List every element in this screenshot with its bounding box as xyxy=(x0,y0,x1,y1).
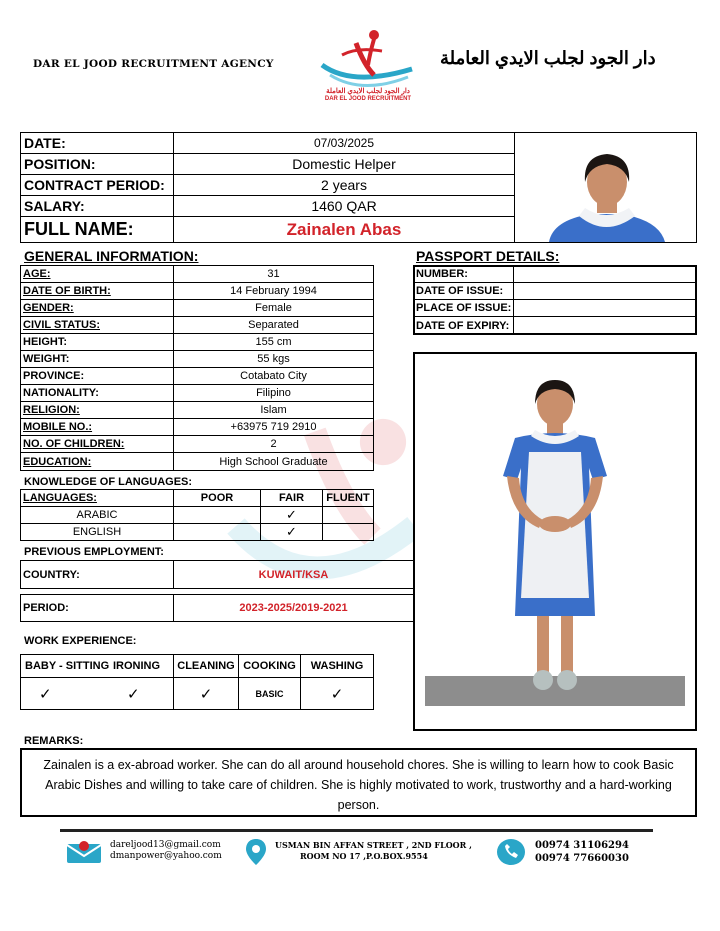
location-pin-icon xyxy=(245,838,267,866)
english-poor xyxy=(173,523,261,541)
civil-status-value: Separated xyxy=(173,316,374,334)
english-fluent xyxy=(322,523,374,541)
height-label: HEIGHT: xyxy=(20,333,174,351)
washing-check-icon: ✓ xyxy=(300,677,374,710)
phone-1[interactable]: 00974 31106294 xyxy=(535,840,629,851)
baby-sitting-header: BABY - SITTING xyxy=(25,660,110,672)
passport-issue-place-value xyxy=(513,299,697,317)
passport-expiry-value xyxy=(513,316,697,335)
position-value: Domestic Helper xyxy=(173,153,515,175)
children-value: 2 xyxy=(173,435,374,453)
date-label: DATE: xyxy=(20,132,174,154)
age-value: 31 xyxy=(173,265,374,283)
full-name-value: Zainalen Abas xyxy=(173,216,515,243)
headshot-photo xyxy=(514,132,697,243)
mobile-label: MOBILE NO.: xyxy=(20,418,174,436)
general-info-table xyxy=(20,265,374,471)
country-value: KUWAIT/KSA xyxy=(173,560,414,589)
remarks-title: REMARKS: xyxy=(24,735,84,747)
washing-header: WASHING xyxy=(300,654,374,678)
cleaning-header: CLEANING xyxy=(173,654,239,678)
english-fair-check-icon: ✓ xyxy=(260,523,323,541)
full-body-person-icon xyxy=(485,376,625,706)
passport-title: PASSPORT DETAILS: xyxy=(416,248,560,264)
mobile-value: +63975 719 2910 xyxy=(173,418,374,436)
age-label: AGE: xyxy=(20,265,174,283)
religion-value: Islam xyxy=(173,401,374,419)
fluent-col-header: FLUENT xyxy=(322,489,374,507)
country-label: COUNTRY: xyxy=(20,560,174,589)
weight-value: 55 kgs xyxy=(173,350,374,368)
employment-table xyxy=(20,560,414,622)
children-label: NO. OF CHILDREN: xyxy=(20,435,174,453)
gender-label: GENDER: xyxy=(20,299,174,317)
dob-label: DATE OF BIRTH: xyxy=(20,282,174,300)
full-name-label: FULL NAME: xyxy=(20,216,174,243)
civil-status-label: CIVIL STATUS: xyxy=(20,316,174,334)
top-info-table xyxy=(20,132,697,243)
agency-logo xyxy=(312,25,424,107)
ironing-check-icon: ✓ xyxy=(127,685,140,703)
remarks-text: Zainalen is a ex-abroad worker. She can do all around household chores. She is willing to learn how to cook Basic Arabic Dishes and willing to take care of children. She is highly motivated to work, trustworthy and a hard-working person. xyxy=(43,758,674,812)
nationality-label: NATIONALITY: xyxy=(20,384,174,402)
headshot-person-icon xyxy=(531,142,681,242)
email-1[interactable]: dareljood13@gmail.com xyxy=(110,840,221,850)
employment-title: PREVIOUS EMPLOYMENT: xyxy=(24,546,164,558)
cooking-header: COOKING xyxy=(238,654,301,678)
work-header-baby-ironing xyxy=(20,654,174,678)
languages-col-header: LANGUAGES: xyxy=(20,489,174,507)
passport-number-value xyxy=(513,265,697,283)
position-label: POSITION: xyxy=(20,153,174,175)
dob-value: 14 February 1994 xyxy=(173,282,374,300)
language-english: ENGLISH xyxy=(20,523,174,541)
height-value: 155 cm xyxy=(173,333,374,351)
address-line-1: USMAN BIN AFFAN STREET , 2ND FLOOR , xyxy=(275,840,472,850)
work-values-baby-ironing xyxy=(20,677,174,710)
ironing-header: IRONING xyxy=(113,660,161,672)
weight-label: WEIGHT: xyxy=(20,350,174,368)
nationality-value: Filipino xyxy=(173,384,374,402)
poor-col-header: POOR xyxy=(173,489,261,507)
work-experience-title: WORK EXPERIENCE: xyxy=(24,635,137,647)
passport-issue-date-value xyxy=(513,282,697,300)
full-body-photo xyxy=(413,352,697,731)
contract-period-label: CONTRACT PERIOD: xyxy=(20,174,174,196)
languages-title: KNOWLEDGE OF LANGUAGES: xyxy=(24,476,193,488)
education-value: High School Graduate xyxy=(173,452,374,471)
agency-name-en: DAR EL JOOD RECRUITMENT AGENCY xyxy=(33,58,274,70)
arabic-fluent xyxy=(322,506,374,524)
passport-issue-place-label: PLACE OF ISSUE: xyxy=(413,299,514,317)
phone-icon xyxy=(496,838,526,866)
religion-label: RELIGION: xyxy=(20,401,174,419)
logo-text-en: DAR EL JOOD RECRUITMENT xyxy=(324,96,412,102)
work-experience-table xyxy=(20,654,374,710)
language-arabic: ARABIC xyxy=(20,506,174,524)
cleaning-check-icon: ✓ xyxy=(173,677,239,710)
education-label: EDUCATION: xyxy=(20,452,174,471)
passport-table xyxy=(413,265,697,335)
salary-label: SALARY: xyxy=(20,195,174,217)
contract-period-value: 2 years xyxy=(173,174,515,196)
period-label: PERIOD: xyxy=(20,594,174,622)
province-value: Cotabato City xyxy=(173,367,374,385)
salary-value: 1460 QAR xyxy=(173,195,515,217)
baby-sitting-check-icon: ✓ xyxy=(39,685,52,703)
phone-2[interactable]: 00974 77660030 xyxy=(535,853,629,864)
passport-number-label: NUMBER: xyxy=(413,265,514,283)
agency-logo-icon xyxy=(312,25,424,95)
email-2[interactable]: dmanpower@yahoo.com xyxy=(110,851,222,861)
period-value: 2023-2025/2019-2021 xyxy=(173,594,414,622)
passport-expiry-label: DATE OF EXPIRY: xyxy=(413,316,514,335)
agency-name-ar: دار الجود لجلب الايدي العاملة xyxy=(440,48,656,68)
gender-value: Female xyxy=(173,299,374,317)
cooking-value: BASIC xyxy=(238,677,301,710)
logo-text-ar: دار الجود لجلب الايدي العاملة xyxy=(326,88,410,95)
arabic-fair-check-icon: ✓ xyxy=(260,506,323,524)
languages-table xyxy=(20,489,374,541)
date-value: 07/03/2025 xyxy=(173,132,515,154)
remarks-box xyxy=(20,748,697,817)
email-icon xyxy=(66,840,102,864)
general-info-title: GENERAL INFORMATION: xyxy=(24,248,199,264)
passport-issue-date-label: DATE OF ISSUE: xyxy=(413,282,514,300)
footer-divider xyxy=(60,829,653,832)
fair-col-header: FAIR xyxy=(260,489,323,507)
province-label: PROVINCE: xyxy=(20,367,174,385)
address-line-2: ROOM NO 17 ,P.O.BOX.9554 xyxy=(300,851,428,861)
arabic-poor xyxy=(173,506,261,524)
